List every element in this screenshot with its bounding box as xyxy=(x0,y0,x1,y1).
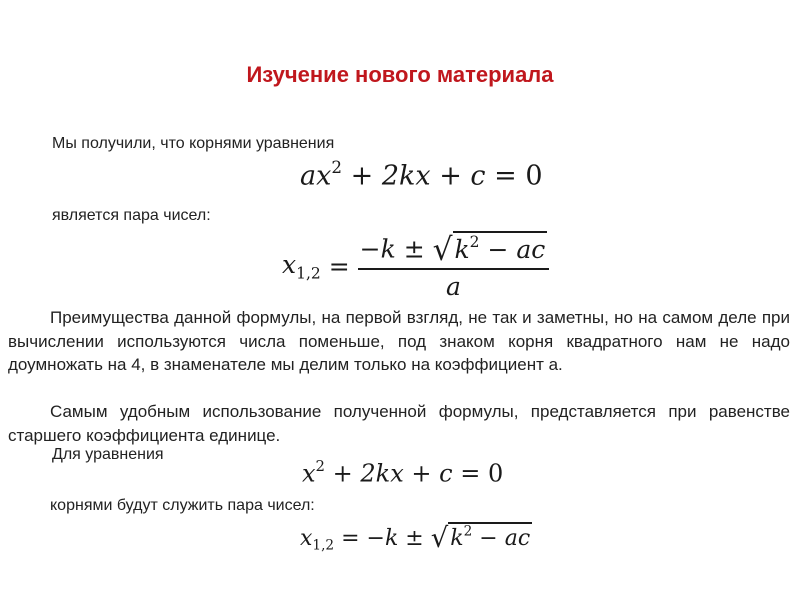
f1-denominator: a xyxy=(358,268,550,301)
eq1-x: x xyxy=(316,160,332,192)
eq1-plus: + xyxy=(350,160,374,192)
eq2-exponent: 2 xyxy=(315,457,326,475)
f1-fraction xyxy=(358,232,550,301)
f1-equals: = xyxy=(328,252,350,281)
f2-equals: = xyxy=(341,525,360,551)
roots-formula-general xyxy=(282,232,549,301)
f1-minus: − xyxy=(487,234,509,264)
f1-subscript: 1,2 xyxy=(296,264,321,283)
pair-text: является пара чисел: xyxy=(52,207,211,224)
eq1-a: a xyxy=(300,160,317,192)
sqrt-sign-icon: √ xyxy=(432,232,453,268)
eq1-c: c xyxy=(470,160,486,192)
f2-plus-minus: ± xyxy=(405,525,424,551)
f2-ac: ac xyxy=(504,525,531,551)
eq1-exponent: 2 xyxy=(331,157,342,177)
f2-k-exponent: 2 xyxy=(463,523,473,540)
eq2-2kx: 2kx xyxy=(360,459,404,488)
f1-plus-minus: ± xyxy=(403,234,425,264)
f1-k-exponent: 2 xyxy=(469,232,480,251)
eq2-plus2: + xyxy=(411,459,432,488)
f2-k: k xyxy=(450,525,464,551)
equation-general xyxy=(300,157,543,192)
paragraph-best-use: Самым удобным использование полученной формулы, представляется при равенстве старшего коэффициента единице. xyxy=(8,402,790,445)
eq2-equals: = xyxy=(460,459,481,488)
paragraph-advantages: Преимущества данной формулы, на первой взгляд, не так и заметны, но на самом деле при вычислении используются числа поменьше, под знаком корня квадратного нам не надо доумножать на 4, в знаменателе мы делим только на коэффициент a. xyxy=(8,308,790,374)
eq2-x: x xyxy=(302,459,316,488)
for-equation-text: Для уравнения xyxy=(52,446,164,463)
equation-reduced xyxy=(302,457,503,487)
f2-sqrt xyxy=(431,522,532,554)
eq1-plus2: + xyxy=(439,160,462,192)
sqrt-sign-icon: √ xyxy=(430,522,449,554)
f1-k: k xyxy=(454,234,470,264)
eq2-zero: 0 xyxy=(488,459,504,488)
intro-text: Мы получили, что корнями уравнения xyxy=(52,135,335,152)
f2-x: x xyxy=(300,525,313,551)
eq2-c: c xyxy=(439,459,453,488)
eq1-2k: 2k xyxy=(381,160,416,192)
eq1-equals: = xyxy=(494,160,517,192)
f1-minus-k: −k xyxy=(359,234,396,264)
eq2-plus: + xyxy=(332,459,353,488)
roots-formula-reduced xyxy=(300,522,532,554)
f1-ac: ac xyxy=(516,234,546,264)
f2-subscript: 1,2 xyxy=(312,537,335,554)
f2-minus-k: −k xyxy=(366,525,399,551)
page-title: Изучение нового материала xyxy=(246,62,554,87)
f1-numerator xyxy=(358,232,550,268)
f1-sqrt xyxy=(433,232,548,268)
f2-minus: − xyxy=(479,525,498,551)
f1-x: x xyxy=(282,250,297,280)
eq1-zero: 0 xyxy=(525,160,543,192)
eq1-x2: x xyxy=(415,160,431,192)
roots-text: корнями будут служить пара чисел: xyxy=(50,497,315,514)
